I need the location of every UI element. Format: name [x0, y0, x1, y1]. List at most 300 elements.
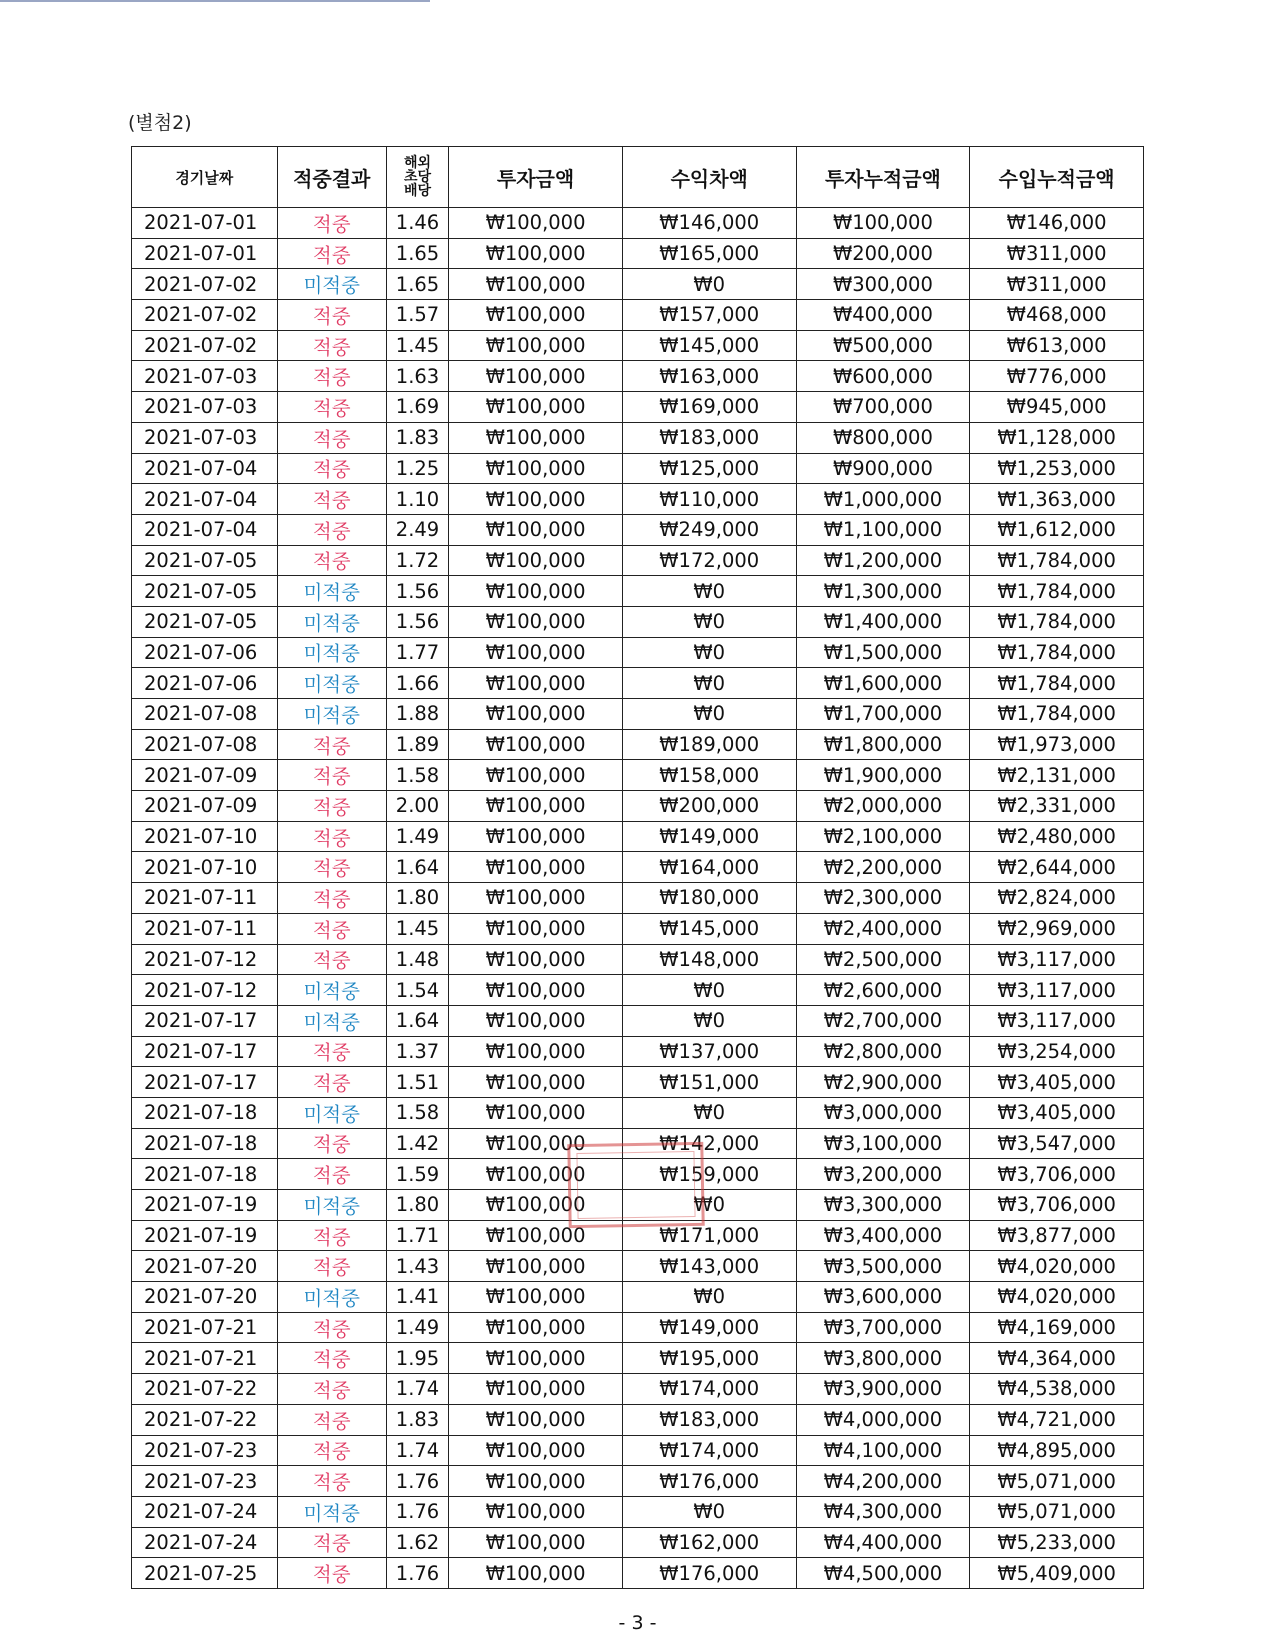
table-row	[132, 330, 1144, 361]
cell-date: 2021-07-17	[132, 1005, 278, 1036]
cell-cum-invest: ₩2,000,000	[796, 791, 970, 822]
cell-invest: ₩100,000	[449, 1404, 623, 1435]
cell-result: 적중	[277, 1527, 386, 1558]
cell-cum-invest: ₩4,000,000	[796, 1404, 970, 1435]
cell-cum-invest: ₩2,500,000	[796, 944, 970, 975]
cell-date: 2021-07-20	[132, 1282, 278, 1313]
cell-profit: ₩0	[622, 668, 796, 699]
cell-result: 미적중	[277, 699, 386, 730]
header-cum-income: 수입누적금액	[970, 147, 1144, 208]
cell-result: 적중	[277, 1251, 386, 1282]
cell-profit: ₩174,000	[622, 1435, 796, 1466]
cell-date: 2021-07-03	[132, 361, 278, 392]
cell-invest: ₩100,000	[449, 699, 623, 730]
table-row	[132, 1343, 1144, 1374]
cell-date: 2021-07-20	[132, 1251, 278, 1282]
cell-date: 2021-07-02	[132, 330, 278, 361]
cell-odds: 1.64	[386, 1005, 448, 1036]
cell-date: 2021-07-18	[132, 1128, 278, 1159]
cell-cum-income: ₩1,973,000	[970, 729, 1144, 760]
cell-cum-income: ₩1,784,000	[970, 606, 1144, 637]
cell-cum-invest: ₩1,600,000	[796, 668, 970, 699]
cell-profit: ₩146,000	[622, 208, 796, 239]
cell-date: 2021-07-04	[132, 514, 278, 545]
cell-date: 2021-07-05	[132, 576, 278, 607]
cell-invest: ₩100,000	[449, 913, 623, 944]
table-row	[132, 1005, 1144, 1036]
cell-cum-invest: ₩2,100,000	[796, 821, 970, 852]
cell-date: 2021-07-21	[132, 1312, 278, 1343]
cell-result: 미적중	[277, 1190, 386, 1221]
cell-invest: ₩100,000	[449, 606, 623, 637]
table-row	[132, 913, 1144, 944]
cell-cum-invest: ₩300,000	[796, 269, 970, 300]
cell-date: 2021-07-09	[132, 791, 278, 822]
cell-cum-income: ₩468,000	[970, 300, 1144, 331]
cell-cum-income: ₩613,000	[970, 330, 1144, 361]
cell-result: 적중	[277, 238, 386, 269]
cell-result: 적중	[277, 545, 386, 576]
cell-cum-income: ₩2,131,000	[970, 760, 1144, 791]
cell-invest: ₩100,000	[449, 760, 623, 791]
cell-cum-income: ₩3,706,000	[970, 1159, 1144, 1190]
cell-invest: ₩100,000	[449, 1005, 623, 1036]
table-row	[132, 484, 1144, 515]
cell-invest: ₩100,000	[449, 975, 623, 1006]
table-row	[132, 1220, 1144, 1251]
cell-cum-invest: ₩1,400,000	[796, 606, 970, 637]
cell-odds: 1.41	[386, 1282, 448, 1313]
table-row	[132, 1159, 1144, 1190]
cell-profit: ₩0	[622, 1097, 796, 1128]
cell-cum-invest: ₩1,700,000	[796, 699, 970, 730]
cell-odds: 1.58	[386, 760, 448, 791]
cell-result: 적중	[277, 1374, 386, 1405]
cell-odds: 1.49	[386, 1312, 448, 1343]
cell-cum-income: ₩4,364,000	[970, 1343, 1144, 1374]
cell-result: 적중	[277, 760, 386, 791]
table-row	[132, 361, 1144, 392]
cell-date: 2021-07-22	[132, 1404, 278, 1435]
header-odds-line3: 배당	[403, 183, 432, 199]
cell-profit: ₩0	[622, 637, 796, 668]
cell-date: 2021-07-01	[132, 208, 278, 239]
cell-invest: ₩100,000	[449, 1128, 623, 1159]
cell-cum-income: ₩1,612,000	[970, 514, 1144, 545]
cell-profit: ₩164,000	[622, 852, 796, 883]
cell-cum-income: ₩311,000	[970, 269, 1144, 300]
cell-odds: 1.46	[386, 208, 448, 239]
cell-odds: 1.74	[386, 1374, 448, 1405]
cell-cum-invest: ₩100,000	[796, 208, 970, 239]
cell-cum-invest: ₩600,000	[796, 361, 970, 392]
cell-cum-income: ₩4,721,000	[970, 1404, 1144, 1435]
cell-date: 2021-07-17	[132, 1067, 278, 1098]
cell-odds: 1.57	[386, 300, 448, 331]
header-cum-invest: 투자누적금액	[796, 147, 970, 208]
cell-cum-invest: ₩200,000	[796, 238, 970, 269]
cell-cum-income: ₩1,253,000	[970, 453, 1144, 484]
cell-cum-income: ₩3,547,000	[970, 1128, 1144, 1159]
cell-invest: ₩100,000	[449, 545, 623, 576]
cell-odds: 1.63	[386, 361, 448, 392]
cell-result: 적중	[277, 484, 386, 515]
cell-invest: ₩100,000	[449, 1527, 623, 1558]
cell-result: 적중	[277, 392, 386, 423]
cell-date: 2021-07-18	[132, 1097, 278, 1128]
cell-invest: ₩100,000	[449, 944, 623, 975]
cell-invest: ₩100,000	[449, 1097, 623, 1128]
cell-date: 2021-07-19	[132, 1220, 278, 1251]
cell-invest: ₩100,000	[449, 1251, 623, 1282]
cell-date: 2021-07-21	[132, 1343, 278, 1374]
table-row	[132, 699, 1144, 730]
cell-odds: 1.54	[386, 975, 448, 1006]
cell-cum-invest: ₩3,100,000	[796, 1128, 970, 1159]
cell-date: 2021-07-10	[132, 821, 278, 852]
cell-result: 적중	[277, 453, 386, 484]
cell-date: 2021-07-03	[132, 392, 278, 423]
cell-result: 적중	[277, 821, 386, 852]
cell-profit: ₩163,000	[622, 361, 796, 392]
cell-odds: 1.76	[386, 1558, 448, 1589]
header-profit: 수익차액	[622, 147, 796, 208]
cell-cum-invest: ₩4,100,000	[796, 1435, 970, 1466]
cell-profit: ₩142,000	[622, 1128, 796, 1159]
cell-cum-income: ₩146,000	[970, 208, 1144, 239]
cell-date: 2021-07-05	[132, 545, 278, 576]
table-row	[132, 821, 1144, 852]
cell-result: 적중	[277, 883, 386, 914]
table-row	[132, 453, 1144, 484]
cell-date: 2021-07-02	[132, 300, 278, 331]
cell-date: 2021-07-03	[132, 422, 278, 453]
cell-odds: 1.45	[386, 330, 448, 361]
table-row	[132, 1251, 1144, 1282]
cell-odds: 1.74	[386, 1435, 448, 1466]
cell-odds: 1.72	[386, 545, 448, 576]
cell-profit: ₩172,000	[622, 545, 796, 576]
cell-invest: ₩100,000	[449, 791, 623, 822]
cell-profit: ₩165,000	[622, 238, 796, 269]
cell-cum-invest: ₩3,000,000	[796, 1097, 970, 1128]
table-row	[132, 1190, 1144, 1221]
cell-profit: ₩149,000	[622, 821, 796, 852]
cell-cum-invest: ₩2,400,000	[796, 913, 970, 944]
table-row	[132, 1466, 1144, 1497]
cell-profit: ₩110,000	[622, 484, 796, 515]
cell-cum-invest: ₩1,100,000	[796, 514, 970, 545]
cell-cum-income: ₩4,020,000	[970, 1282, 1144, 1313]
cell-odds: 1.59	[386, 1159, 448, 1190]
cell-invest: ₩100,000	[449, 1374, 623, 1405]
cell-profit: ₩0	[622, 975, 796, 1006]
cell-profit: ₩0	[622, 576, 796, 607]
cell-cum-income: ₩3,117,000	[970, 975, 1144, 1006]
cell-date: 2021-07-09	[132, 760, 278, 791]
cell-odds: 1.58	[386, 1097, 448, 1128]
cell-cum-invest: ₩1,800,000	[796, 729, 970, 760]
cell-result: 적중	[277, 1312, 386, 1343]
page-number: - 3 -	[618, 1612, 657, 1634]
cell-date: 2021-07-18	[132, 1159, 278, 1190]
cell-odds: 1.69	[386, 392, 448, 423]
cell-cum-income: ₩1,784,000	[970, 576, 1144, 607]
cell-date: 2021-07-11	[132, 913, 278, 944]
cell-invest: ₩100,000	[449, 1159, 623, 1190]
cell-cum-invest: ₩1,300,000	[796, 576, 970, 607]
table-row	[132, 791, 1144, 822]
header-result: 적중결과	[277, 147, 386, 208]
cell-profit: ₩157,000	[622, 300, 796, 331]
cell-profit: ₩149,000	[622, 1312, 796, 1343]
table-row	[132, 883, 1144, 914]
cell-invest: ₩100,000	[449, 821, 623, 852]
table-row	[132, 269, 1144, 300]
cell-odds: 1.65	[386, 238, 448, 269]
cell-cum-income: ₩2,644,000	[970, 852, 1144, 883]
cell-cum-invest: ₩500,000	[796, 330, 970, 361]
table-body	[132, 208, 1144, 1589]
cell-cum-invest: ₩3,300,000	[796, 1190, 970, 1221]
cell-odds: 1.65	[386, 269, 448, 300]
cell-odds: 1.51	[386, 1067, 448, 1098]
cell-date: 2021-07-22	[132, 1374, 278, 1405]
cell-result: 미적중	[277, 576, 386, 607]
cell-invest: ₩100,000	[449, 852, 623, 883]
cell-date: 2021-07-02	[132, 269, 278, 300]
cell-odds: 1.89	[386, 729, 448, 760]
cell-odds: 1.49	[386, 821, 448, 852]
table-row	[132, 422, 1144, 453]
cell-date: 2021-07-01	[132, 238, 278, 269]
cell-date: 2021-07-08	[132, 729, 278, 760]
cell-cum-income: ₩1,784,000	[970, 668, 1144, 699]
cell-invest: ₩100,000	[449, 576, 623, 607]
cell-cum-invest: ₩1,200,000	[796, 545, 970, 576]
attachment-label: (별첨2)	[128, 112, 192, 134]
table-row	[132, 1527, 1144, 1558]
cell-invest: ₩100,000	[449, 422, 623, 453]
cell-cum-income: ₩3,254,000	[970, 1036, 1144, 1067]
cell-result: 미적중	[277, 1097, 386, 1128]
cell-date: 2021-07-12	[132, 944, 278, 975]
cell-date: 2021-07-23	[132, 1466, 278, 1497]
cell-invest: ₩100,000	[449, 1067, 623, 1098]
cell-result: 적중	[277, 852, 386, 883]
cell-cum-invest: ₩800,000	[796, 422, 970, 453]
cell-cum-invest: ₩3,900,000	[796, 1374, 970, 1405]
cell-invest: ₩100,000	[449, 637, 623, 668]
cell-cum-invest: ₩1,000,000	[796, 484, 970, 515]
cell-profit: ₩158,000	[622, 760, 796, 791]
cell-odds: 1.56	[386, 576, 448, 607]
cell-result: 적중	[277, 1220, 386, 1251]
cell-odds: 1.56	[386, 606, 448, 637]
cell-cum-invest: ₩400,000	[796, 300, 970, 331]
cell-odds: 1.83	[386, 422, 448, 453]
cell-cum-income: ₩776,000	[970, 361, 1144, 392]
cell-cum-invest: ₩2,200,000	[796, 852, 970, 883]
cell-profit: ₩151,000	[622, 1067, 796, 1098]
cell-date: 2021-07-05	[132, 606, 278, 637]
cell-result: 적중	[277, 1404, 386, 1435]
cell-profit: ₩249,000	[622, 514, 796, 545]
cell-profit: ₩159,000	[622, 1159, 796, 1190]
cell-odds: 1.62	[386, 1527, 448, 1558]
cell-odds: 1.64	[386, 852, 448, 883]
cell-cum-income: ₩3,117,000	[970, 944, 1144, 975]
cell-profit: ₩162,000	[622, 1527, 796, 1558]
cell-cum-income: ₩945,000	[970, 392, 1144, 423]
cell-odds: 1.88	[386, 699, 448, 730]
table-row	[132, 606, 1144, 637]
header-odds	[386, 147, 448, 208]
table-row	[132, 852, 1144, 883]
cell-cum-invest: ₩2,900,000	[796, 1067, 970, 1098]
cell-result: 적중	[277, 422, 386, 453]
cell-cum-invest: ₩4,200,000	[796, 1466, 970, 1497]
cell-cum-income: ₩1,784,000	[970, 637, 1144, 668]
cell-odds: 1.76	[386, 1466, 448, 1497]
cell-result: 적중	[277, 1343, 386, 1374]
cell-result: 적중	[277, 1036, 386, 1067]
cell-cum-income: ₩4,169,000	[970, 1312, 1144, 1343]
cell-odds: 1.10	[386, 484, 448, 515]
table-row	[132, 238, 1144, 269]
cell-date: 2021-07-06	[132, 668, 278, 699]
cell-odds: 2.49	[386, 514, 448, 545]
cell-date: 2021-07-06	[132, 637, 278, 668]
cell-invest: ₩100,000	[449, 1496, 623, 1527]
cell-invest: ₩100,000	[449, 514, 623, 545]
cell-cum-invest: ₩3,500,000	[796, 1251, 970, 1282]
cell-cum-invest: ₩4,500,000	[796, 1558, 970, 1589]
cell-cum-income: ₩3,117,000	[970, 1005, 1144, 1036]
cell-odds: 1.83	[386, 1404, 448, 1435]
cell-profit: ₩148,000	[622, 944, 796, 975]
cell-odds: 1.42	[386, 1128, 448, 1159]
cell-profit: ₩200,000	[622, 791, 796, 822]
cell-profit: ₩0	[622, 1190, 796, 1221]
cell-cum-income: ₩2,480,000	[970, 821, 1144, 852]
table-row	[132, 760, 1144, 791]
cell-invest: ₩100,000	[449, 208, 623, 239]
header-odds-line1: 해외	[403, 155, 432, 171]
cell-cum-income: ₩4,538,000	[970, 1374, 1144, 1405]
cell-invest: ₩100,000	[449, 484, 623, 515]
cell-invest: ₩100,000	[449, 1466, 623, 1497]
cell-invest: ₩100,000	[449, 1343, 623, 1374]
cell-odds: 1.77	[386, 637, 448, 668]
cell-date: 2021-07-12	[132, 975, 278, 1006]
cell-odds: 1.37	[386, 1036, 448, 1067]
cell-cum-income: ₩3,405,000	[970, 1067, 1144, 1098]
cell-cum-income: ₩2,331,000	[970, 791, 1144, 822]
table-row	[132, 637, 1144, 668]
cell-date: 2021-07-24	[132, 1496, 278, 1527]
cell-profit: ₩143,000	[622, 1251, 796, 1282]
cell-profit: ₩0	[622, 699, 796, 730]
cell-result: 적중	[277, 1558, 386, 1589]
cell-profit: ₩0	[622, 606, 796, 637]
cell-cum-income: ₩4,895,000	[970, 1435, 1144, 1466]
cell-invest: ₩100,000	[449, 668, 623, 699]
cell-cum-income: ₩2,969,000	[970, 913, 1144, 944]
table-row	[132, 1496, 1144, 1527]
table-row	[132, 729, 1144, 760]
cell-result: 적중	[277, 1128, 386, 1159]
cell-date: 2021-07-04	[132, 453, 278, 484]
cell-profit: ₩125,000	[622, 453, 796, 484]
cell-odds: 1.80	[386, 883, 448, 914]
table-row	[132, 1374, 1144, 1405]
cell-odds: 1.66	[386, 668, 448, 699]
cell-invest: ₩100,000	[449, 1220, 623, 1251]
header-date: 경기날짜	[132, 147, 278, 208]
cell-result: 적중	[277, 1159, 386, 1190]
cell-odds: 1.80	[386, 1190, 448, 1221]
cell-odds: 1.76	[386, 1496, 448, 1527]
cell-profit: ₩195,000	[622, 1343, 796, 1374]
cell-date: 2021-07-23	[132, 1435, 278, 1466]
table-row	[132, 1435, 1144, 1466]
table-row	[132, 1558, 1144, 1589]
cell-profit: ₩180,000	[622, 883, 796, 914]
table-row	[132, 300, 1144, 331]
cell-profit: ₩145,000	[622, 913, 796, 944]
table-row	[132, 1097, 1144, 1128]
cell-cum-invest: ₩2,300,000	[796, 883, 970, 914]
cell-cum-income: ₩4,020,000	[970, 1251, 1144, 1282]
cell-odds: 1.25	[386, 453, 448, 484]
cell-profit: ₩0	[622, 269, 796, 300]
cell-cum-invest: ₩1,500,000	[796, 637, 970, 668]
cell-cum-invest: ₩1,900,000	[796, 760, 970, 791]
cell-result: 적중	[277, 791, 386, 822]
table-row	[132, 668, 1144, 699]
cell-invest: ₩100,000	[449, 1435, 623, 1466]
cell-invest: ₩100,000	[449, 300, 623, 331]
table-row	[132, 392, 1144, 423]
cell-date: 2021-07-10	[132, 852, 278, 883]
cell-invest: ₩100,000	[449, 453, 623, 484]
cell-cum-income: ₩5,071,000	[970, 1496, 1144, 1527]
cell-cum-invest: ₩2,800,000	[796, 1036, 970, 1067]
table-row	[132, 1036, 1144, 1067]
cell-cum-income: ₩1,128,000	[970, 422, 1144, 453]
cell-cum-invest: ₩3,600,000	[796, 1282, 970, 1313]
cell-date: 2021-07-24	[132, 1527, 278, 1558]
cell-profit: ₩169,000	[622, 392, 796, 423]
cell-invest: ₩100,000	[449, 1558, 623, 1589]
cell-result: 미적중	[277, 637, 386, 668]
cell-result: 적중	[277, 1067, 386, 1098]
cell-profit: ₩0	[622, 1005, 796, 1036]
cell-result: 미적중	[277, 668, 386, 699]
cell-date: 2021-07-04	[132, 484, 278, 515]
cell-result: 적중	[277, 944, 386, 975]
cell-profit: ₩183,000	[622, 422, 796, 453]
cell-cum-invest: ₩3,800,000	[796, 1343, 970, 1374]
cell-result: 미적중	[277, 1282, 386, 1313]
header-invest: 투자금액	[449, 147, 623, 208]
cell-cum-income: ₩3,706,000	[970, 1190, 1144, 1221]
cell-profit: ₩176,000	[622, 1466, 796, 1497]
cell-cum-income: ₩5,071,000	[970, 1466, 1144, 1497]
table-row	[132, 1404, 1144, 1435]
cell-odds: 1.48	[386, 944, 448, 975]
